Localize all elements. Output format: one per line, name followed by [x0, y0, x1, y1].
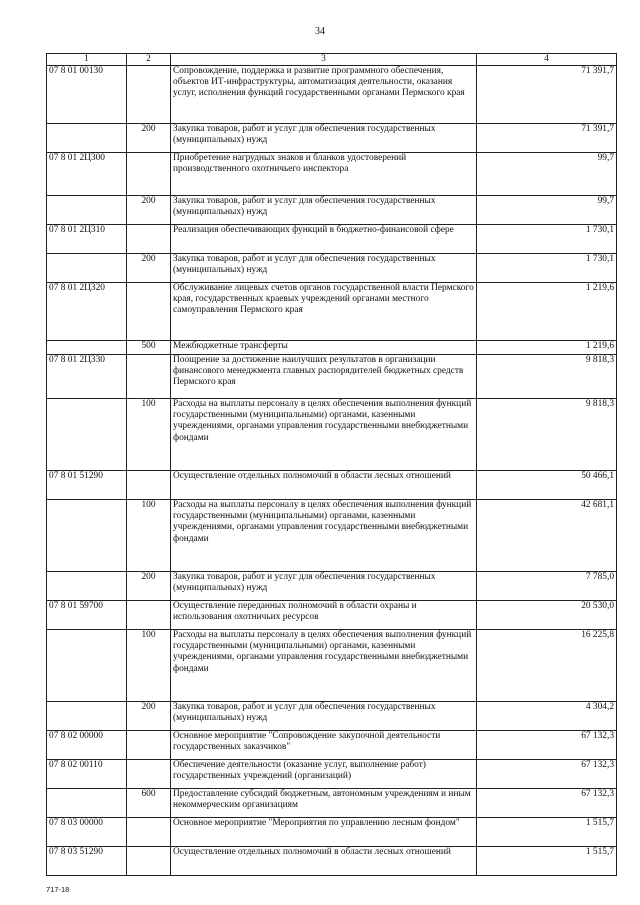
table-row	[47, 789, 617, 818]
table-row	[47, 124, 617, 153]
footer-code: 717-18	[46, 885, 70, 894]
row-amount-cell: 9 818,3	[477, 355, 617, 399]
budget-table	[46, 53, 617, 876]
column-header-4: 4	[477, 54, 617, 66]
row-code-cell: 07 8 02 00110	[47, 760, 127, 789]
row-amount-cell: 1 219,6	[477, 341, 617, 355]
row-expense-type-cell	[127, 283, 171, 341]
row-description-cell: Расходы на выплаты персоналу в целях обеспечения выполнения функций государственными (муниципальными) органами, казенными учреждениями, органами управления государственными внебюджетными фондами	[171, 399, 477, 471]
row-amount-cell: 7 785,0	[477, 572, 617, 601]
row-expense-type-cell	[127, 66, 171, 124]
row-expense-type-cell: 200	[127, 124, 171, 153]
row-description-cell: Закупка товаров, работ и услуг для обеспечения государственных (муниципальных) нужд	[171, 254, 477, 283]
table-row	[47, 818, 617, 847]
row-amount-cell: 50 466,1	[477, 471, 617, 500]
row-amount-cell: 99,7	[477, 153, 617, 196]
row-amount-cell: 1 515,7	[477, 818, 617, 847]
table-row	[47, 153, 617, 196]
table-row	[47, 225, 617, 254]
row-description-cell: Расходы на выплаты персоналу в целях обеспечения выполнения функций государственными (муниципальными) органами, казенными учреждениями, органами управления государственными внебюджетными фондами	[171, 500, 477, 572]
row-description-cell: Основное мероприятие "Сопровождение закупочной деятельности государственных заказчиков"	[171, 731, 477, 760]
row-amount-cell: 71 391,7	[477, 66, 617, 124]
row-code-cell: 07 8 03 00000	[47, 818, 127, 847]
row-description-cell: Поощрение за достижение наилучших результатов в организации финансового менеджмента главных распорядителей бюджетных средств Пермского края	[171, 355, 477, 399]
row-expense-type-cell	[127, 760, 171, 789]
row-code-cell: 07 8 03 51290	[47, 847, 127, 876]
row-amount-cell: 67 132,3	[477, 789, 617, 818]
row-description-cell: Предоставление субсидий бюджетным, автономным учреждениям и иным некоммерческим организациям	[171, 789, 477, 818]
column-header-2: 2	[127, 54, 171, 66]
row-code-cell	[47, 500, 127, 572]
row-code-cell	[47, 196, 127, 225]
row-code-cell: 07 8 01 51290	[47, 471, 127, 500]
table-row	[47, 760, 617, 789]
row-code-cell	[47, 789, 127, 818]
table-row	[47, 399, 617, 471]
row-description-cell: Приобретение нагрудных знаков и бланков удостоверений производственного охотничьего инспектора	[171, 153, 477, 196]
row-code-cell	[47, 254, 127, 283]
row-description-cell: Межбюджетные трансферты	[171, 341, 477, 355]
row-description-cell: Расходы на выплаты персоналу в целях обеспечения выполнения функций государственными (муниципальными) органами, казенными учреждениями, органами управления государственными внебюджетными фондами	[171, 630, 477, 702]
row-expense-type-cell: 200	[127, 196, 171, 225]
row-expense-type-cell: 100	[127, 399, 171, 471]
row-amount-cell: 67 132,3	[477, 731, 617, 760]
table-row	[47, 731, 617, 760]
row-expense-type-cell: 500	[127, 341, 171, 355]
row-amount-cell: 1 730,1	[477, 254, 617, 283]
header-row	[47, 54, 617, 66]
row-expense-type-cell	[127, 601, 171, 630]
row-description-cell: Закупка товаров, работ и услуг для обеспечения государственных (муниципальных) нужд	[171, 702, 477, 731]
row-code-cell: 07 8 01 00130	[47, 66, 127, 124]
table-row	[47, 341, 617, 355]
row-code-cell: 07 8 01 2Ц320	[47, 283, 127, 341]
row-amount-cell: 1 730,1	[477, 225, 617, 254]
row-expense-type-cell	[127, 731, 171, 760]
row-code-cell	[47, 124, 127, 153]
table-header	[47, 54, 617, 66]
row-code-cell: 07 8 01 2Ц310	[47, 225, 127, 254]
table-row	[47, 630, 617, 702]
row-expense-type-cell	[127, 355, 171, 399]
row-code-cell: 07 8 02 00000	[47, 731, 127, 760]
table-row	[47, 355, 617, 399]
row-amount-cell: 99,7	[477, 196, 617, 225]
row-description-cell: Реализация обеспечивающих функций в бюджетно-финансовой сфере	[171, 225, 477, 254]
row-expense-type-cell: 200	[127, 702, 171, 731]
row-amount-cell: 1 219,6	[477, 283, 617, 341]
row-amount-cell: 16 225,8	[477, 630, 617, 702]
page-number: 34	[315, 26, 325, 37]
table-row	[47, 196, 617, 225]
row-expense-type-cell	[127, 818, 171, 847]
table-row	[47, 254, 617, 283]
row-expense-type-cell	[127, 847, 171, 876]
row-description-cell: Закупка товаров, работ и услуг для обеспечения государственных (муниципальных) нужд	[171, 196, 477, 225]
row-description-cell: Осуществление отдельных полномочий в области лесных отношений	[171, 847, 477, 876]
table-row	[47, 283, 617, 341]
table-row	[47, 702, 617, 731]
row-code-cell: 07 8 01 59700	[47, 601, 127, 630]
row-amount-cell: 71 391,7	[477, 124, 617, 153]
row-description-cell: Осуществление отдельных полномочий в области лесных отношений	[171, 471, 477, 500]
row-code-cell	[47, 630, 127, 702]
row-expense-type-cell: 200	[127, 572, 171, 601]
row-code-cell: 07 8 01 2Ц330	[47, 355, 127, 399]
row-amount-cell: 9 818,3	[477, 399, 617, 471]
row-description-cell: Осуществление переданных полномочий в области охраны и использования охотничьих ресурсов	[171, 601, 477, 630]
row-description-cell: Закупка товаров, работ и услуг для обеспечения государственных (муниципальных) нужд	[171, 572, 477, 601]
row-code-cell	[47, 572, 127, 601]
row-expense-type-cell: 100	[127, 500, 171, 572]
table-row	[47, 572, 617, 601]
row-amount-cell: 67 132,3	[477, 760, 617, 789]
table-row	[47, 601, 617, 630]
row-description-cell: Обеспечение деятельности (оказание услуг, выполнение работ) государственных учреждений (организаций)	[171, 760, 477, 789]
row-amount-cell: 4 304,2	[477, 702, 617, 731]
table-row	[47, 500, 617, 572]
row-code-cell	[47, 702, 127, 731]
row-expense-type-cell	[127, 225, 171, 254]
table-row	[47, 847, 617, 876]
table-row	[47, 471, 617, 500]
row-description-cell: Сопровождение, поддержка и развитие программного обеспечения, объектов ИТ-инфраструктуры, автоматизация деятельности, оказания услуг, исполнения функций государственными органами Пермского края	[171, 66, 477, 124]
column-header-3: 3	[171, 54, 477, 66]
row-code-cell: 07 8 01 2Ц300	[47, 153, 127, 196]
row-amount-cell: 42 681,1	[477, 500, 617, 572]
row-expense-type-cell: 100	[127, 630, 171, 702]
table-row	[47, 66, 617, 124]
row-description-cell: Основное мероприятие "Мероприятия по управлению лесным фондом"	[171, 818, 477, 847]
row-amount-cell: 20 530,0	[477, 601, 617, 630]
row-expense-type-cell: 600	[127, 789, 171, 818]
row-code-cell	[47, 399, 127, 471]
table-body	[47, 66, 617, 876]
row-expense-type-cell	[127, 153, 171, 196]
row-amount-cell: 1 515,7	[477, 847, 617, 876]
row-code-cell	[47, 341, 127, 355]
row-expense-type-cell: 200	[127, 254, 171, 283]
row-description-cell: Закупка товаров, работ и услуг для обеспечения государственных (муниципальных) нужд	[171, 124, 477, 153]
row-description-cell: Обслуживание лицевых счетов органов государственной власти Пермского края, государственных краевых учреждений органами местного самоуправления Пермского края	[171, 283, 477, 341]
row-expense-type-cell	[127, 471, 171, 500]
column-header-1: 1	[47, 54, 127, 66]
